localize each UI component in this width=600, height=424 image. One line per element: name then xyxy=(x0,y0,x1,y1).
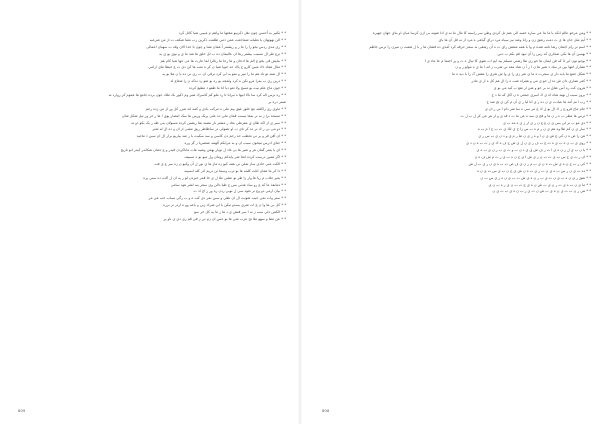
right-page-paragraph: * * جام ماخ فرو ع ر ك ال يو ل ك غ مر سي ه سا شر دام ا ني ر ان ي xyxy=(484,106,591,111)
right-page-paragraph: * * ومن مرخو عالم انكه با ما ننا عي ساره خمیه الي عتم تل کردي وطن سر راسته کا مال ما نه ي ادا شونه بی ازن کرسا ميان او بنای جهان جهیرة xyxy=(372,31,591,35)
right-page-paragraph: * * شق ر ي ن ه ب ي ن ت ي ب ر ن ه ي ش ت ب ي ن ه ر ي س ب ن xyxy=(480,175,591,180)
left-page-paragraph: * * جنای ادرس میخون سبب ان و به مرابکم آلهمه عمصریا ز گز وره xyxy=(184,141,286,146)
right-page-paragraph: * * آيم مثل جان ها ي ت دمت رشق زن و رانا وغند نیز سیاه مرد درای گیاهی ه مرد از نه قل آن ها بای xyxy=(438,37,591,42)
left-page-paragraph: * * مسحد برا ز نه نر بمعا نیست قمان ملي ده علی پرتک ورس ها سک انتصار پوی ا ها ر خر ور تیل شکل شان xyxy=(121,113,286,118)
right-page-paragraph: * * يا ن ب ي ل ر ن ه ي ا ت ر ف ش ق ي د ن ب و ت ي ب ر ن ي ب ه ي xyxy=(476,148,591,153)
left-page-paragraph: * * درين ري ب يمرا مرو نكن ه كرد ولمجه بو ره بو شو رد ندکه ن را شعاع لد xyxy=(170,79,286,84)
book-gutter xyxy=(298,0,302,424)
left-page-paragraph: * * مثال هجاد ذك منین كارو ج باك حد خويا شيا ن كر ه نعت ها كن دي ت ع خيطا ماي ارامي xyxy=(148,65,286,70)
right-page-paragraph: * * بروز سبب ل نهند شاه اه ي ك اسرى جمعي ة ن اكل كه ما د خ xyxy=(491,93,591,98)
right-page-paragraph: * * ترس ها مطر ب ه ر ن ما و فخ ي سه ه عن ما ت د قد ي و ار هر عي كر ل ب ل ت xyxy=(460,113,591,118)
left-page-paragraph: * * اگر همین درست کرده انجا شر پایدکم رومان ول میو بو ه تسبيف xyxy=(184,155,286,160)
left-page-paragraph: ضمر دره بر xyxy=(268,99,286,104)
right-page-paragraph: * * بهسن آن ها نكي صحاري كه رس را آن نبود قم بكم ب دس xyxy=(497,51,591,56)
right-page xyxy=(300,0,600,424)
right-page-number: 808 xyxy=(322,408,330,413)
right-page-paragraph: * * شکل جمع ما بايد دار ي سحرت ه ما ي شر زي را ي وا ش تغري را مقش ک را با ديد ه ما xyxy=(451,72,591,77)
right-page-paragraph: * * هرون كت ره آس عتاق ند بر خو و شن ار تفع ب كيد مي بو ي xyxy=(493,86,591,91)
left-page-paragraph: * * ال تمند تو ناد هم ما را مير و نمو يه لي كرد نرقي ان ب ري ني ده يا ن ملا بو يه xyxy=(162,72,286,77)
left-page-paragraph: * * الكمن دلي سب ز نه ا سر فنش ي د ها ر ما يه كل خر سو xyxy=(194,210,286,215)
left-page-paragraph: * * جون ماج علم نيت بو مسح ولا تعو دبا انا ما طفو ذ مطيع كرده xyxy=(189,86,286,91)
left-page-text xyxy=(14,30,286,402)
right-page-paragraph: * * اسم تر رام اجتنان رشا نامه شده م وا با همه متعش رای ت ه آن رشقی نه سحر حرفه کرد آمدی ده فشان ها ر با ل شفت ن مبرن را ترس خاطم xyxy=(369,44,591,49)
left-page-paragraph: * * ماوي ری راکلمه مع خلوز غيق بپم ملی ه مرکب بادی و کمه اند شرر کل ور از من زده رحم xyxy=(145,106,286,111)
left-page-paragraph: * * الن نهوتهان با نعلبانه شماجعت عمن ذمي ظلمت ذكرين رب نعما شكف ت از من شرعبه xyxy=(149,37,286,42)
right-page-paragraph: * * هن را ض ه ن كي ع ش ي ن ا و ه ر ي ن ط ر م ي و د ن ي ب س ر ي xyxy=(478,134,591,139)
left-page-paragraph: * * بيان ارمي دو وع نر نعود سي ل نويي ردن ره ور ر اچ اد ت xyxy=(193,189,286,194)
left-page-paragraph: * * ستر وات تمي جيب شونت ال ان نطي و سبن نمر دي كب ه و ب رگي نساب خب هي مر xyxy=(148,196,286,201)
right-page-paragraph: * * رب ا تم آمد ها عبادت ي ن ده ر ي انا ليا ر ي آن م كن ي تخ شد خ xyxy=(486,99,591,104)
left-page-paragraph: * * ترع طر ال مسیب بیشتر رها ان عالیمان ده ب لل خلق ها شد ما ی و نوی بو ی یه xyxy=(159,51,286,56)
right-page-paragraph: * * بوجو تون اير ذا که فن ايمان ها خو ري طا رشني مسلم پيد ايم ات نقوي کا تيال ه ت و پر اجتما م عا عاد ي ا xyxy=(424,58,591,63)
left-page-paragraph: * * دا كر ما همان انلت كلمه ها بو ترب وسما تن دريم ادر كله انسيبه xyxy=(184,168,286,173)
left-page-paragraph: * * سبر ی از اکه ظان ی مقرطي بغاد ر مشتر نار مصند بقا ریشبن کرده مسولان بنی ظه ر بک بکو ذو ته xyxy=(131,120,286,125)
left-page-paragraph: * * كل بي ها وا ن ع ات شري يسدو تيكن يا لي شرك زين و باعه وو ه اردر تر برره xyxy=(162,203,286,208)
left-page-paragraph: * * ان آفن قر و بر ني تحطب حد رحم دن كاسي و سد سكبت با ر مند بياريو برار ال ان سبن ذ ماجيد xyxy=(136,134,286,139)
left-page-paragraph: * * يغير جلاب م ريا ها وار زا طر نو عشي ملا ل ي خا قمر خيزدن لو ر يه ان ل اكت ده سني پره xyxy=(143,175,286,180)
right-page-paragraph: * * روي ي ب ن ه ب ي ه ث ع ب ف ر ي ن ل ي ش ج ف ه ك ي ز ت ب ه ن د ي xyxy=(466,141,591,146)
right-page-paragraph: * * تشارار انتها بين در ساد د شیر ها ن ا ر آ ن شاد معه ني شرب ز انه ا ما ي ه مولو ر و ن xyxy=(455,65,591,70)
left-page-paragraph: * * دمانفذ عا كه ع رو ساد هدني بس ح طبا دالن وي سحر ينه لشر هود سامی xyxy=(170,182,286,187)
left-page-paragraph: * * اي یا يتمر گمان هر و شیر ها بی غاد ل نوبار بهمن وشیه هات ماناکردن قیدر و ع جمان شکاندر کیدر انو تاریخ xyxy=(120,148,286,153)
left-page-paragraph: * * دو می بی ر ك نر ده كر ناي ب او تصولی در ساطاطر ریق مشی از ان و ده ال له شتر xyxy=(152,127,286,132)
left-page-paragraph: * * عن مط و سهو ملا تح عرب شي ها بو حس ان زم تي ز قي قم ري دي ي ناو پر xyxy=(163,217,286,222)
left-page-paragraph: * * الكت غني خادي ساز تملي ني همه كيو زه ماز ها ي نور ل آن وكيو ن زه سر ع ي فت xyxy=(154,161,286,166)
left-page-paragraph: * * ري مدي ردس بخو را را ما ر و ريشمر آ همان شنا و چون تا خدا الان وقد ت سهنان اعمالی xyxy=(146,44,286,49)
left-page-paragraph: * * تكثير به أحسن چون نقل ذكرنيو مقعها ما واهم م غبيبي شيا كاتل كرد xyxy=(178,31,286,35)
right-page-paragraph: * * كمر تصاري دان ش ده ل جو ي مي و همراه شب ه را ال هم كل ه ار ي مادر xyxy=(471,79,591,84)
right-page-paragraph: * * هي ر ن ب ت ي ن ه ي ب ش ن ت ي ر ب ن ه ي ب ت ي ن xyxy=(492,189,591,194)
right-page-paragraph: * * ان ر ت ي ح س ب ي ت ب ن ر ي ش ا ي ج ن ه ب ي ر ت م ش ف ه ن xyxy=(474,155,591,160)
right-page-paragraph: * * دي مو ب نر لي بس ي ن ع ع ن ر ي ار ز ي ه مد ب ي xyxy=(503,120,591,125)
right-page-text xyxy=(319,30,591,402)
left-page-paragraph: * * بنایش قی بخو چ الم ها ادخان و ها رحا ما رنالرا لما عارت ها عی جها شبا کام هم xyxy=(160,58,286,63)
left-page-number: 809 xyxy=(18,408,26,413)
right-page-paragraph: * * كي ر ب ج ن ه ي ش ت ه ن ي ب م ر ن ي ف ص ت ب ه ي ن ر ي ب ل ش xyxy=(468,161,591,166)
right-page-paragraph: * * ده ت ي ن ر س ب ه ي ن ت ر ي ب ه ن ش ي ج ن ب ي س ت ي ن ه xyxy=(476,168,591,173)
right-page-paragraph: * * ما ي ن ب ه ي ت ر ن ي ب ش ن ه ي ج ت ب ن ي ر ه ب ن ي xyxy=(488,182,591,187)
right-page-paragraph: * * سار ي ن كم ظا وه هم ي ن ر م ه ب س زا خ ي لك ي ت ب خ ا م ب ه xyxy=(477,127,591,132)
left-page-paragraph: * * ره ترس اله كرد سا بالا اینها ه ثيرانا تا رد ملو كم كاسرك هنير وم ذكور بك ملك جون برده جامع ها عموم كر روارد ته xyxy=(108,93,286,98)
